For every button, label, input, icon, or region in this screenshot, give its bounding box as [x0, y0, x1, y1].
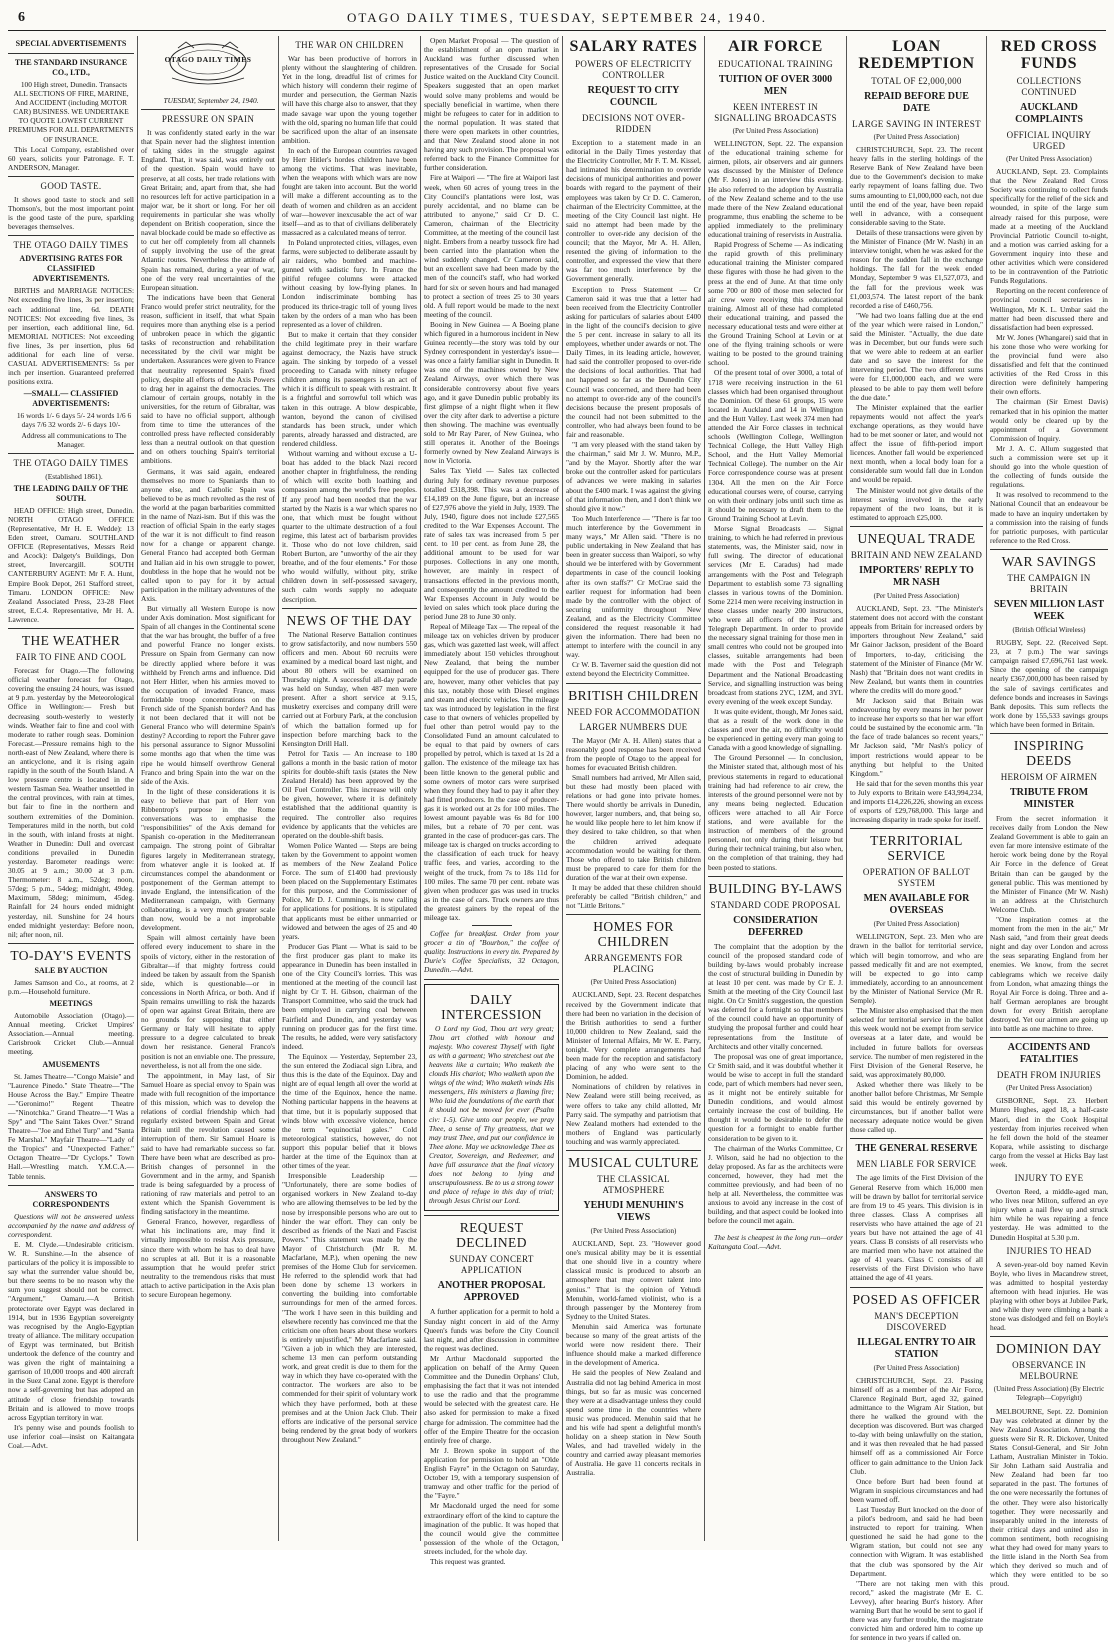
death-subheading: DEATH FROM INJURIES [996, 1070, 1102, 1081]
territorial-service-heading: TERRITORIAL SERVICE [870, 833, 963, 864]
reserve-subheading: MEN LIABLE FOR SERVICE [856, 1159, 977, 1170]
divider [282, 608, 417, 609]
divider [850, 526, 983, 527]
intercession-text: O Lord my God, Thou art very great; Thou art clothed with honour and majesty. Who coverest Thyself with light as with a garment; Who stretchest out the heavens like a curtain; Who maketh the clouds His chariot; Who walketh upon the wings of the wind; Who maketh winds His messengers, His ministers a flaming fire; Who laid the foundations of the earth that it should not be moved for ever (Psalm civ: 1-5). Give unto our people, we pray Thee, a sense of Thy greatness, that we may trust Thee, and put our confidence in Thee alone. May we acknowledge Thee as Creator, Sovereign, and Redeemer, and have full assurance that the final victory does not belong to lying and unscrupulousness. Be to us a strong tower and place of refuge in this day of trial; through Jesus Christ our Lord. [429, 1023, 554, 1206]
amusements-listing: St. James Theatre—"Congo Maisie" and "Laurence Pinedo." State Theatre—"The House Across the Bay." Empire Theatre—"Geronimo!" Regent Theatre—"Ninotchka." Grand Theatre—"I Was a Spy" and "The Saint Takes Over." Strand Theatre—"Joe and Ethel Turp" and "Santa Fe Marshal." Mayfair Theatre—"Lady of the Tropics" and "Unexpected Father." Octagon Theatre—"Dr Cyclops." Town Hall.—Wrestling match. Y.M.C.A.—Table tennis. [8, 1071, 134, 1181]
masthead [0, 8, 1114, 30]
daily-intercession-heading: DAILY INTERCESSION [441, 991, 542, 1022]
divider [8, 235, 134, 236]
article-paragraph: Overton Reed, a middle-aged man, who lives near Milton, suffered an eye injury when a nail flew up and struck him while he was repairing a fence yesterday. He was admitted to the Dunedin Hospital at 5.30 p.m. [990, 1187, 1108, 1242]
article-paragraph: The proposal was one of great importance, Cr Smith said, and it was doubtful whether it would be wise to accept in full the standard code, part of which members had never seen, as it might not be entirely suitable for Dunedin conditions, and would almost certainly increase the cost of building. He thought it would be desirable to defer the question for a fortnight to enable further consideration to be given to it. [708, 1051, 843, 1143]
head-subheading: INJURIES TO HEAD [1006, 1245, 1092, 1256]
article-paragraph: Morse Signal Broadcasts — Signal training, to which he had referred in previous statements, was, the Minister said, now in full swing. The director of educational services (Mr E. Caradus) had made arrangements with the Post and Telegraph Department to establish some 73 signalling classes in various towns of the Dominion. Some 2214 men were receiving instruction in these classes under nearly 200 instructors, who were all officers of the Post and Telegraph Department. In order to provide the necessary signal training for those men in small centres who could not be grouped into classes, suitable arrangements had been made with the Post and Telegraph Department and the National Broadcasting Service, and signalling instruction was being broadcast from stations 2YC, 1ZM, and 3YL every evening of the week except Sunday. [708, 524, 843, 706]
divider [141, 109, 275, 110]
bylaws-subheading-2: CONSIDERATION DEFERRED [733, 914, 818, 938]
red-cross-funds-heading: RED CROSS FUNDS [1000, 38, 1098, 72]
press-credit: (Per United Press Association) [873, 133, 960, 141]
loan-subheading-3: LARGE SAVING IN INTEREST [852, 119, 981, 129]
column-rule [846, 36, 847, 1541]
column-3 [282, 36, 417, 1541]
article-paragraph: RUGBY, Sept. 22. (Received Sept. 23, at 7 p.m.) The war savings campaign raised £7,696,761 last week. Since the opening of the campaign nearly £367,000,000 has been raised by the sale of savings certificates and defence bonds and increases in Savings Bank deposits. This sum reflects the work done by 155,533 savings groups which have been formed in Britain. [990, 638, 1108, 729]
bylaws-subheading-1: STANDARD CODE PROPOSAL [710, 899, 841, 910]
top-rule [8, 30, 1106, 31]
column-rule [562, 36, 563, 1541]
article-paragraph: This request was granted. [430, 1556, 506, 1566]
deeds-subheading-2: TRIBUTE FROM MINISTER [1009, 786, 1089, 810]
small-classified-rates: 16 words 1/- 6 days 5/- 24 words 1/6 6 days 7/6 32 words 2/- 6 days 10/- [16, 411, 132, 430]
news-item: Producer Gas Plant — What is said to be the first producer gas plant to make its appearance in Dunedin has been installed in one of the City Council's lorries. This was mentioned at the meeting of the council last night by Cr T. H. Gibson, chairman of the Transport Committee, who said the truck had been employed in carrying coal between Fairfield and Dunedin, and yesterday was running on producer gas for the first time. The results, he added, were very satisfactory indeed. [282, 941, 417, 1051]
article-paragraph: Cr W. B. Taverner said the question did not extend beyond the Electricity Committee. [566, 660, 701, 679]
article-paragraph: Menuhin said America was fortunate because so many of the great artists of the world were now resident there. Their influence should make a marked difference in the development of America. [566, 1321, 701, 1368]
insurance-advertisement: 100 High street, Dunedin. Transacts ALL SECTIONS OF FIRE, MARINE, And ACCIDENT (including MOTOR CAR) BUSINESS. WE UNDERTAKE TO QUOTE LOWEST CURRENT PREMIUMS FOR ALL DEPARTMENTS OF INSURANCE. [8, 80, 134, 144]
divider [424, 979, 559, 980]
leader-date: TUESDAY, September 24, 1940. [163, 96, 259, 105]
article-paragraph: The age limits of the First Division of the General Reserve from which 16,000 men will be drawn by ballot for territorial service are from 19 to 45 years. This division is in three classes. Class A comprises all reservists who have attained the age of 21 years but have not attained the age of 41 years. Class B consists of all reservists who are married men who have not attained the age of 41 years. Class C consists of all reservists of the First Division who have attained the age of 41 years. [850, 1173, 983, 1283]
article-paragraph: Nominations of children by relatives in New Zealand were still being received, as were offers to take any child allotted, Mr Parry said. The sympathy and patriotism that New Zealand mothers had extended to the mothers of England was particularly touching and was warmly appreciated. [566, 1082, 701, 1146]
short-rule [472, 925, 512, 926]
insurance-company-name: THE STANDARD INSURANCE CO., LTD., [14, 58, 128, 77]
article-paragraph: The chairman (Sir Ernest Davis) remarked that in his opinion the matter would only be cleared up by the appointment of a Government Commission of Inquiry. [990, 397, 1108, 443]
editorial-paragraph: In Poland unprotected cities, villages, even farms, were subjected to deliberate assault by air raiders, who bombed and machine-gunned with sadistic fury. In France the pitiful refugee columns were attacked without ceasing by low-flying planes. In London indiscriminate bombing has produced its thrice-tragic toll of young lives taken by the orders of a man who has been represented as a lover of children. [282, 237, 417, 329]
column-6 [708, 36, 843, 1541]
article-paragraph: It was resolved to recommend to the National Council that an endeavour be made to have an inquiry undertaken by a commission into the raising of funds for patriotic purposes, with particular reference to the Red Cross. [990, 490, 1108, 545]
news-item: Irresponsible Leadership — "Unfortunately, there are some bodies of organised workers in New Zealand to-day who are allowing themselves to be led by the nose by irresponsible persons who are out to hinder the war effort. They can only be described as friends of the Nazi and Fascist Powers." This statement was made by the Mayor of Christchurch (Mr R. M. Macfarlane, M.P.), when opening the new premises of the Home Club for servicemen. He referred to the splendid work that had been done by scheme 13 workers in converting the building into comfortable surroundings for men of the armed forces. "The work I have seen in this building and elsewhere recently has convinced me that the criticism one often hears about these workers is entirely unjustified," Mr Macfarlane said. "Given a job in which they are interested, scheme 13 men can perform outstanding work, and great credit is due to them for the way in which they have co-operated with the contractor. The workers are also to be commended for their spirit of voluntary work which they have performed, both at these premises and at the Union Jack Club. Their efforts are indicative of the personal service being rendered by the great body of workers throughout New Zealand." [282, 1171, 417, 1444]
editorial-paragraph: Germans, it was said again, endeared themselves no more to Spaniards than to anyone else, and Catholic Spain was believed to be as much revolted as the rest of the world at the pagan barbarities committed in the name of Nazi-ism. But if this was the reaction of official Spain in the early stages of the war it is not difficult to find reason now for a change or apparent change. General Franco had accepted both German and Italian aid in his own struggle to power, doubtless in the hope that he would not be called upon to pay for it by actual participation in the military adventures of the Axis. [141, 466, 275, 603]
article-paragraph: Reporting on the recent conference of provincial council secretaries in Wellington, Mr K. L. Umbar said the matter had been discussed there and dissatisfaction had been expressed. [990, 286, 1108, 332]
building-bylaws-heading: BUILDING BY-LAWS [708, 880, 843, 896]
press-credit: (Per United Press Association) [1006, 155, 1092, 163]
eye-subheading: INJURY TO EYE [1014, 1173, 1084, 1184]
coal-advertisement: The best is cheapest in the long run—order Kaitangata Coal.—Advt. [708, 1232, 843, 1251]
british-children-heading: BRITISH CHILDREN [568, 687, 699, 703]
leading-daily: THE LEADING DAILY OF THE SOUTH. [13, 483, 129, 503]
coal-advertisement: It's penny wise and pounds foolish to use inferior coal—insist on Kaitangata Coal.—Advt. [8, 1422, 134, 1450]
loan-subheading-2: REPAID BEFORE DUE DATE [864, 91, 969, 114]
news-item: The Equinox — Yesterday, September 23, the sun entered the Zodiacal sign Libra, and thus this is the date of the Equinox. Day and night are of equal length all over the world at the time of the Equinox, hence the name. Nothing particular happens in the heavens at that time, but it is popularly supposed that winds blow with excessive violence, hence the term "equinoctial gales." Cold meteorological statistics, however, do not support this popular belief that it blows harder at the time of the Equinox than at other times of the year. [282, 1051, 417, 1171]
answers-body: E. M. Clyde.—Undesirable criticism. W. R. Sunshine.—In the absence of particulars of the policy it is impossible to say what the surrender value should be, but there seems to be no reason why the sum you suggest should not be correct. "Argument," Oamaru.—A British protectorate over Egypt was declared in 1914, but in 1936 Egyptian sovereignty was recognised by the Anglo-Egyptian treaty of alliance. The military occupation of Egypt was terminated, but British undertook the defence of the country and was given the right of maintaining a garrison of 10,000 troops and 400 aircraft in the Suez Canal zone. Egypt is therefore now a self-governing but has adopted an attitude of close friendship towards Britain and is allowed to move troops across Egyptian territory in war. [8, 1239, 134, 1422]
article-paragraph: "I am very pleased with the stand taken by the chairman," said Mr J. W. Munro, M.P., "and by the Mayor. Shortly after the war broke out the controller asked for particulars of advances we were making in salaries about the £400 mark. I was against the giving of that information then, and I don't think we should give it now." [566, 440, 701, 513]
war-savings-heading: WAR SAVINGS [1001, 553, 1097, 569]
divider [8, 53, 134, 54]
war-on-children-heading: THE WAR ON CHILDREN [295, 40, 404, 50]
divider [566, 914, 701, 915]
article-paragraph: AUCKLAND, Sept. 23. Recent despatches received by the Government indicate that there had been no variation in the decision of the British authorities to send a further 10,000 children to New Zealand, said the Minister of Internal Affairs, Mr W. E. Parry, tonight. Very complete arrangements had been made for the reception and satisfactory placing of any who were sent to the Dominion, he added. [566, 990, 701, 1082]
article-paragraph: The Ground Personnel — In conclusion, the Minister stated that, although most of his previous statements in regard to educational training had had reference to air crew, the interests of the ground personnel were not by any means being neglected. Education officers were attached to all Air Force stations, and were available for the instruction of members of the ground personnel, not only during their leisure but during their technical training, but also when, on the completion of that training, they had been posted to stations. [708, 753, 843, 872]
air-subheading-3: KEEN INTEREST IN SIGNALLING BROADCASTS [714, 102, 837, 123]
good-taste-advertisement: It shows good taste to stock and sell Thomson's, but the most important point is the good taste of the pure, sparkling beverages themselves. [8, 194, 134, 232]
insurance-note: This Local Company, established over 60 years, solicits your Patronage. F. T. ANDERSON, Manager. [8, 144, 134, 172]
small-classified-heading: —SMALL— CLASSIFIED ADVERTISEMENTS: [23, 389, 119, 409]
divider [850, 1138, 983, 1139]
editorial-paragraph: Spain will almost certainly have been offered every inducement to share in the spoils of victory, either in the restoration of Gibraltar—if that mighty fortress could indeed be taken by assault from the Spanish side, which is questionable—or in concessions in North Africa, or both. And if Spain remains unwilling to risk the hazards of open war against Great Britain, there are no grounds for supposing that either Germany or Italy will hesitate to apply pressure to a degree calculated to break down her resistance. General Franco's position is not an enviable one. The pressure, nevertheless, is not all from the one side. [141, 933, 275, 1070]
column-rule [704, 36, 705, 1541]
divider [708, 876, 843, 877]
divider [990, 1336, 1108, 1337]
british-subheading-1: NEED FOR ACCOMMODATION [566, 706, 701, 717]
article-paragraph: Once before Burt had been found at Wigram in suspicious circumstances and had been warned off. [850, 1476, 983, 1504]
air-subheading-1: EDUCATIONAL TRAINING [718, 59, 833, 69]
short-rule [756, 1229, 796, 1230]
divider [990, 733, 1108, 734]
good-taste-heading: GOOD TASTE. [40, 180, 102, 191]
dominion-day-heading: DOMINION DAY [996, 1341, 1102, 1357]
article-paragraph: The Mayor (Mr A. H. Allen) states that a reasonably good response has been received from the people of Otago to the appeal for homes for evacuated British children. [566, 735, 701, 772]
editorial-paragraph: The appointment, in May last, of Sir Samuel Hoare as special envoy to Spain was made with full recognition of the importance of this mission, which was to develop the relations of cordial friendship which had regularly existed between Spain and Great Britain until the revolution caused some interruption of them. Sir Samuel Hoare is said to have had remarkable success so far. There have been what are described as pro-British changes of personnel in the Government and in the army, and Spanish trade is being safeguarded by a process of rationing of raw materials and petrol to an extent which the Spanish Government is finding satisfactory in the meantime. [141, 1070, 275, 1217]
article-paragraph: Mr W. Jones (Whangarei) said that in his zone those who were working for the provincial fund were also dissatisfied and felt that the continued activities of the Red Cross in this direction were definitely hampering their own efforts. [990, 332, 1108, 397]
address-note: Address all communications to The Manager. [21, 430, 127, 449]
answers-intro: Questions will not be answered unless accompanied by the name and address of correspondent. [8, 1211, 134, 1239]
press-credit: (Per United Press Association) [590, 1227, 677, 1235]
press-credit: (Per United Press Association) [873, 591, 960, 600]
press-credit: (United Press Association) (By Electric Telegraph—Copyright) [993, 1385, 1105, 1403]
article-paragraph: "We had two loans falling due at the end of the year which were raised in London," said the Minister. "Actually, the due date was in December, but our funds were such that we were able to redeem at an earlier date and so save the interest for the intervening period. The two different sums were for £1,000,000 each, and we were pleased to be able to pay them well before the due date." [850, 310, 983, 402]
article-paragraph: Exception to Press Statement — Cr Cameron said it was true that a letter had been received from the Electricity Controller asking for particulars of salaries about £400 in the light of the council's decision to give the 5 per cent. increase in salary to all its employees, whether under awards or not. The Daily Times, in its leading article, however, had said the controller proposed to over-ride the decisions of local authorities. That had not happened so far as the Dunedin City Council was concerned, and there had been no attempt to over-ride any of the council's decisions because the present proposals of the council had not been submitted to the controller, who had always been found to be fair and reasonable. [566, 284, 701, 439]
article-paragraph: The chairman of the Works Committee, Cr J. Wilson, said he had no objection to the delay proposed. As far as the architects were concerned, however, they had met the committee previously, and had been of no help at all. Nevertheless, the committee was anxious to avoid any increase in the cost of building, and that aspect could be looked into before the council met again. [708, 1143, 843, 1226]
press-credit: (Per United Press Association) [732, 127, 819, 135]
editorial-paragraph: General Franco, however, regardless of what his inclinations are, may find it virtually impossible to resist Axis pressure, since there with whom he has to deal have no scruples at all. But it is a reasonable assumption that he would prefer strict neutrality to the tremendous risks that must attach to active participation in the Axis plan to secure European hegemony. [141, 1217, 275, 1299]
territorial-subheading-1: OPERATION OF BALLOT SYSTEM [862, 867, 971, 889]
loan-subheading-1: TOTAL OF £2,000,000 [871, 76, 962, 86]
inspiring-deeds-heading: INSPIRING DEEDS [1013, 737, 1085, 768]
weather-report: Forecast for Otago.—The following official weather forecast for Otago, covering the ensuing 24 hours, was issued at 9 p.m. yesterday by the Meteorological Office in Wellington:— Fresh but decreasing south-westerly to westerly winds. Weather fair to fine and cool with moderate to rather rough seas. Dominion Forecast.—Pressure remains high to the north-east of New Zealand, where there is an anticyclone, and it is rising again rapidly in the south of the South Island. A low pressure centre is located in the western Tasman Sea. Weather unsettled in the central provinces, with rain at times, but fair to fine in the northern and southern extremities of the Dominion. Temperatures mild in the north, but cold in the south, with inland frosts at night. Weather in Dunedin: Dull and overcast conditions prevailed in Dunedin yesterday. Barometer readings were: 30.05 at 9 a.m.; 30.00 at 3 p.m. Thermometer: 8 a.m., 52deg; noon, 57deg; 5 p.m., 54deg; midnight, 49deg. Maximum, 58deg; minimum, 45deg. Rainfall for 24 hours ended midnight yesterday, nil. Sunshine for 24 hours ended midnight yesterday: Before noon, nil; after noon, nil. [8, 666, 134, 939]
article-paragraph: The Minister also emphasised that the men selected for territorial service in the ballot this week would not be exempt from service overseas at a later date, and would be included in future ballots for overseas service. The number of men registered in the First Division of the General Reserve, he said, was approximately 80,000. [850, 1006, 983, 1079]
press-credit: (Per United Press Association) [1006, 1084, 1092, 1093]
odt-heading-2: THE OTAGO DAILY TIMES [13, 457, 129, 468]
events-heading: TO-DAY'S EVENTS [10, 947, 132, 963]
article-paragraph: Mr Arthur Macdonald supported the application on behalf of the Army Queen Committee and the Dunedin Orphans' Club, emphasising the fact that it was not intended to use the radio and that the programme would be selected with the greatest care. He also asked for permission to make a fixed charge for admission. The committee had the offer of the Empire Theatre for the occasion entirely free of charge. [424, 1353, 559, 1445]
weather-heading: THE WEATHER [21, 633, 121, 649]
article-paragraph: The Minister explained that the earlier repayments would not affect the year's exchange operations, as they would have had to be met sooner or later, and would not affect the issue of fifth-period import licences. Another fall would be experienced next month, when a local body loan for a considerable sum would fall due in London and would be repaid. [850, 402, 983, 485]
divider [8, 453, 134, 454]
column-rule [137, 36, 138, 1541]
news-item: Women Police Wanted — Steps are being taken by the Government to appoint women as members of the New Zealand Police Force. The sum of £1400 had previously been placed on the Supplementary Estimates for this purpose, and the Commissioner of Police, Mr D. J. Cummings, is now calling for applications for positions. It is stipulated that applicants must be either unmarried or widowed and between the ages of 25 and 40 years. [282, 840, 417, 941]
editorial-paragraph: In each of the European countries ravaged by Herr Hitler's hordes children have been among the victims. That was inevitable, when the weapons with which wars are now fought are taken into account. But the world will make a different accounting as to the death of women and children as an accident of war—however inexcusable the act of war itself—and as to that of civilians deliberately massacred as a calculated means of terror. [282, 145, 417, 237]
weather-subheading: FAIR TO FINE AND COOL [15, 652, 127, 663]
editorial-paragraph: But to make it certain that they consider the child legitimate prey in their warfare against democracy, the Nazis have struck again. The sinking by torpedo of a vessel proceeding to Canada with ninety refugee children among its passengers is an act of which it is difficult to speak with restraint. It is a frightful and sorrowful toll which was taken in this outrage. A blow despicable, wanton, beyond the canon of civilised standards has been struck, under which parents, already harassed and distracted, are rendered childless. [282, 329, 417, 448]
advertising-rates-heading: ADVERTISING RATES FOR CLASSIFIED ADVERTISEMENTS. [19, 254, 123, 284]
logo-emblem [158, 38, 258, 92]
war-subheading-1: THE CAMPAIGN IN BRITAIN [1007, 572, 1091, 594]
article-paragraph: CHRISTCHURCH, Sept. 23. The recent heavy falls in the sterling holdings of the Reserve Bank of New Zealand have been due to the Government's decision to make early repayment of loans falling due. Two sums amounting to £1,000,000 each, not due until the end of the year, have been repaid well in advance, with a consequent considerable saving to the State. [850, 145, 983, 227]
column-7 [850, 36, 983, 1642]
divider [990, 549, 1108, 550]
divider [850, 828, 983, 829]
article-paragraph: Last Tuesday Burt knocked on the door of a pilot's bedroom, and said he had been instructed to report for training. When questioned he said he had gone to the Wigram station, but could not see any connection with Wigram. It was established that the club was sponsored by the Air Department. [850, 1504, 983, 1578]
article-paragraph: Asked whether there was likely to be another ballot before Christmas, Mr Semple said this would be entirely governed by circumstances, but if another ballot were necessary adequate notice would be given those called up. [850, 1079, 983, 1135]
column-2 [141, 36, 275, 1541]
answers-heading: ANSWERS TO CORRESPONDENTS [32, 1189, 110, 1209]
territorial-subheading-2: MEN AVAILABLE FOR OVERSEAS [863, 893, 970, 917]
trade-subheading-2: IMPORTERS' REPLY TO MR NASH [859, 564, 974, 588]
coffee-advertisement: Coffee for breakfast. Order from your grocer a tin of "Bourbon," the coffee of quality. Instructions in every tin. Prepared by Durie's Coffee Specialists, 32 Octagon, Dunedin.—Advt. [424, 929, 559, 975]
odt-heading: THE OTAGO DAILY TIMES [13, 240, 129, 251]
article-paragraph: A further application for a permit to hold a Sunday night concert in aid of the Army Queen's funds was before the City Council last night, and after discussion in committee the request was declined. [424, 1307, 559, 1353]
editorial-paragraph: It was confidently stated early in the war that Spain never had the slightest intention of taking sides in the struggle against England. That, it was said, was entirely out of the question. Spain would have to preserve, at all costs, her trade relations with Great Britain; and, apart from that, she had no resources left for active participation in a major war, be it short or long. For her oil requirements in particular she was wholly dependent on British cooperation, since the naval blockade could be made so effective as to cut her off completely from all channels of supply involving the use of the great Atlantic routes. Nevertheless the attitude of Spain has remained, during a year of war, one of the very real uncertainties of the European situation. [141, 128, 275, 292]
posed-subheading-1: MAN'S DECEPTION DISCOVERED [874, 1310, 959, 1332]
article-paragraph: Exception to a statement made in an editorial in the Daily Times yesterday that the Electricity Controller, Mr F. T. M. Kissel, had intimated his determination to override decisions of municipal authorities and power boards with regard to the payment of their employees was taken by Cr D. C. Cameron, chairman of the Electricity Committee, at the meeting of the City Council last night. He said no attempt had been made by the controller to over-ride any decision of the council; that the Mayor, Mr A. H. Allen, resented the giving of information to the controller, and expressed the view that there was far too much interference by the Government generally. [566, 138, 701, 284]
column-4 [424, 36, 559, 1566]
unequal-trade-heading: UNEQUAL TRADE [857, 530, 976, 546]
article-paragraph: Small numbers had arrived, Mr Allen said, but these had mostly been placed with relations or had gone into private homes. There would shortly be arrivals in Dunedin, however, larger numbers, and, that being so, he would like people here to let him know if they desired to take children, so that when the children arrived adequate accommodation would be waiting for them. Those who offered to take British children must be prepared to care for them for the duration of the war at their own expense. [566, 772, 701, 882]
auction-listing: James Samson and Co., at rooms, at 2 p.m.—Household furniture. [8, 977, 134, 996]
article-paragraph: WELLINGTON, Sept. 22. The expansion of the educational training scheme for airmen, pilots, air observers and air gunners was discussed by the Minister of Defence (Mr F. Jones) in an interview this evening. He also referred to the adoption by Australia of the New Zealand scheme and to the use made there of the New Zealand educational programme, thus enabling the scheme to be applied immediately to the preliminary educational training of reservists in Australia. [708, 139, 843, 240]
article-paragraph: The complaint that the adoption by the council of the proposed standard code of building by-laws would probably increase the cost of structural building in Dunedin by at least 10 per cent. was made by Cr E. J. Smith at the meeting of the City Council last night. On Cr Smith's suggestion, the question was deferred for a fortnight so that members of the council could have an opportunity of studying the proposal further and could hear representations from the Institute of Architects and other vitally concerned. [708, 941, 843, 1051]
divider [990, 1037, 1108, 1038]
article-paragraph: AUCKLAND, Sept. 23. "However good one's musical ability may be it is essential that one should live in a country where classical music is produced to absorb an atmosphere that may convert talent into genius." That is the opinion of Yehudi Menuhin, world-famed violinist, who is a through passenger by the Monterey from Sydney to the United States. [566, 1239, 701, 1321]
article-paragraph: MELBOURNE, Sept. 22. Dominion Day was celebrated at dinner by the New Zealand Association. Among the guests were Sir R. R. Dickover, United States Consul-General, and Sir John Latham, Australian Minister in Tokio. Sir John Latham said Australia and New Zealand had been far too separated in the past. The fortunes of the one were necessarily the fortunes of the other. They were also historically together. They were necessarily and inseparably united in the interests of their critical days and united also in common sentiment, both recognising what they had owed for many years to the little island in the North Sea from which they derived so much and of which they were entitled to be so proud. [990, 1406, 1108, 1589]
column-8 [990, 36, 1108, 1589]
news-of-the-day-heading: NEWS OF THE DAY [286, 612, 413, 628]
salary-rates-heading: SALARY RATES [569, 38, 698, 55]
daily-intercession-box [424, 984, 559, 1212]
request-subheading-2: ANOTHER PROPOSAL APPROVED [437, 1280, 546, 1304]
article-paragraph: It was quite evident, though, Mr Jones said, that as a result of the work done in the classes and over the air, no difficulty would be experienced in getting every man going to Canada with a good knowledge of signalling. [708, 706, 843, 753]
loan-redemption-heading: LOAN REDEMPTION [858, 38, 975, 72]
article-paragraph: CHRISTCHURCH, Sept. 23. Passing himself off as a member of the Air Force, Clarence Reginald Burt, aged 32, gained admittance to the Wigram Air Station, but there he walked the ground with the deception was discovered. Burt was charged to-day with being unlawfully on the station, and it was then revealed that he had passed himself off as a commissioned Air Force officer to gain admittance to the Union Jack Club. [850, 1375, 983, 1476]
column-1 [8, 36, 134, 1541]
homes-subheading: ARRANGEMENTS FOR PLACING [584, 953, 683, 975]
logo-lettering: OTAGO DAILY TIMES [164, 55, 252, 64]
article-paragraph: Mr Jackson said that Britain was endeavouring by every means in her power to increase her exports so that her war effort could be sustained by the economic arm. "In the face of trade balances so recent years," Mr Jackson said, "Mr Nash's policy of import restrictions would appear to be anything but helpful to the United Kingdom." [850, 695, 983, 778]
trade-subheading-1: BRITAIN AND NEW ZEALAND [850, 549, 983, 560]
newspaper-logo [158, 38, 258, 92]
divider [424, 1215, 559, 1216]
request-subheading: SUNDAY CONCERT APPLICATION [449, 1254, 534, 1276]
established-note: (Established 1861). [45, 471, 103, 481]
salary-subheading-3: DECISIONS NOT OVER-RIDDEN [581, 113, 686, 134]
accidents-heading: ACCIDENTS AND FATALITIES [1007, 1042, 1091, 1066]
salary-subheading-1: POWERS OF ELECTRICITY CONTROLLER [575, 59, 692, 80]
editorial-paragraph: In the light of these considerations it is easy to believe that part of Herr von Ribbentrop's purpose in the Rome conversations was to emphasise the "responsibilities" of the Axis demand for Spanish co-operation in the Mediterranean campaign. The strong point of Gibraltar figures largely in Mediterranean strategy, from whatever angle it is looked at. If circumstances compel the abandonment or postponement of the German attempt to invade England, the intensification of the Mediterranean campaign, with Germany collaborating, is a very much greater scale than now, would be a not improbable development. [141, 786, 275, 933]
divider [8, 176, 134, 177]
column-rule [278, 36, 279, 1541]
press-credit: (British Official Wireless) [1012, 625, 1086, 634]
red-subheading-3: OFFICIAL INQUIRY URGED [1006, 130, 1092, 151]
article-paragraph: "One inspiration comes at the moment from the men in the air," Mr Nash said, "and from their great deeds night and day over London and across the seas separating England from her enemies. We know, from the secret cablegrams which we receive daily from London, what amazing things the Royal Air Force is doing. Three and a-half German aeroplanes are brought down for every British aeroplane destroyed. Yet our airmen are going up into battle as one machine to three. [990, 915, 1108, 1034]
musical-subheading-1: THE CLASSICAL ATMOSPHERE [597, 1174, 670, 1195]
amusements-heading: AMUSEMENTS [42, 1059, 100, 1069]
press-credit: (Per United Press Association) [873, 920, 960, 929]
request-declined-heading: REQUEST DECLINED [456, 1220, 527, 1251]
advertising-rates: BIRTHS and MARRIAGE NOTICES: Not exceeding five lines, 3s per insertion; each additional line, 6d. DEATH NOTICES: Not exceeding five lines, 3s per insertion, each additional line, 6d. MEMORIAL NOTICES: Not exceeding five lines, 3s per insertion, plus 6d additional for each line of verse. CASUAL ADVERTISEMENTS: 5s per inch per insertion. Guaranteed preferred positions extra. [8, 286, 134, 387]
air-force-heading: AIR FORCE [728, 38, 823, 55]
divider [8, 943, 134, 944]
war-subheading-2: SEVEN MILLION LAST WEEK [993, 598, 1105, 622]
auction-heading: SALE BY AUCTION [34, 965, 108, 975]
article-paragraph: Rapid Progress of Scheme — As indicating the rapid growth of this preliminary educational training the Minister compared these figures with those he had given to the press at the end of June. At that time only some 700 or 800 of those men selected for air crew were receiving this educational training. Almost all of these had completed their educational training, and passed the necessary educational tests and were either at the Ground Training School at Levin or at one of the flying training schools or were waiting to be posted to the ground training school. [708, 240, 843, 368]
news-item: Booing in New Guinea — A Boeing plane which figured in a humorous incident in New Guinea recently—the story was told by our Sydney correspondent in yesterday's issue—was once a fairly familiar sight in Dunedin. It was one of the machines owned by New Zealand Airways, over which there was considerable controversy about five years ago, and it gave Dunedin public probably its first glimpse of a night flight when it flew over the city after dark to advertise a picture then showing. The machine was eventually sold to Mr Ray Parer, of New Guinea, who still operates it. Another of the Boeings formerly owned by New Zealand Airways is now in Victoria. [424, 319, 559, 466]
divider [8, 628, 134, 629]
article-paragraph: Mr J. Brown spoke in support of the application for permission to hold an "Olde English Fayre" in the Octagon on Saturday, October 19, with a temporary suspension of tramway and other traffic for the period of the "Fayre." [424, 1445, 559, 1501]
masthead-title: OTAGO DAILY TIMES, TUESDAY, SEPTEMBER 24, 1940. [346, 10, 768, 25]
salary-subheading-2: REQUEST TO CITY COUNCIL [587, 85, 680, 108]
column-rule [986, 36, 987, 1541]
divider [566, 1150, 701, 1151]
dominion-subheading: OBSERVANCE IN MELBOURNE [1012, 1360, 1086, 1382]
divider [850, 1287, 983, 1288]
article-paragraph: Mr Macdonald urged the need for some extraordinary effort of the kind to capture the imagination of the public. It was hoped that the council would give the committee possession of the whole of the Octagon, streets included, for the whole day. [424, 1501, 559, 1556]
column-rule [420, 36, 421, 1541]
article-paragraph: It may be added that these children should preferably be called "British children," and not "Little Britons." [566, 883, 701, 911]
article-paragraph: GISBORNE, Sept. 23. Herbert Munro Hughes, aged 18, a half-caste Maori, died in the Cook Hospital yesterday from injuries received when he fell down the hold of the steamer Kopara, while assisting to discharge cargo from the vessel at Hicks Bay last week. [990, 1096, 1108, 1169]
article-paragraph: Mr J. A. C. Allum suggested that such a commission were set up it should go into the whole question of the collecting of funds outside the regulations. [990, 443, 1108, 490]
homes-for-children-heading: HOMES FOR CHILDREN [593, 919, 674, 950]
musical-subheading-2: YEHUDI MENUHIN'S VIEWS [583, 1200, 684, 1223]
article-paragraph: Too Much Interference — "There is far too much interference by the Government in many ways," Mr Allen said. "There is no public undertaking in New Zealand that has been in greater success than Waipori, so why should we be interfered with by Government departments in case of the council looking after its own staffs?" Cr McCrae said the earlier request for information had been made by the controller with the object of securing uniformity throughout New Zealand, and as the Electricity Committee considered the request reasonable it had given the information. There had been no attempt to interfere with the council in any way. [566, 513, 701, 660]
article-paragraph: From the secret information it receives daily from London the New Zealand Government is able to gain an even far more intensive estimate of the heroic work being done by the Royal Air Force in the defence of Great Britain than can be gauged by the general public. This was mentioned by the Minister of Finance (Mr W. Nash) in an address at the Christchurch Welcome Club. [990, 813, 1108, 914]
editorial-paragraph: War has been productive of horrors in plenty without the slaughtering of children. Yet in the long, dreadful list of crimes for which history will condemn their regime of murder and persecution, the German Nazis will have this charge also to answer, that they made savage war upon the young together with the old, sparing no human life that could be sacrificed upon the altar of an insensate ambition. [282, 54, 417, 145]
column-5 [566, 36, 701, 1541]
news-item: The National Reserve Battalion continues to grow satisfactorily, and now numbers 550 officers and men. About 60 recruits were examined by a medical board last night, and about 80 others will be examined on Thursday night. A successful all-day parade was held on Sunday, when 487 men were present. After a short service at 9.15, musketry exercises and company drill were carried out at Forbury Park, at the conclusion of which the battalion formed up for inspection before marching back to the Kensington Drill Hall. [282, 629, 417, 748]
press-credit: (Per United Press Association) [873, 1363, 960, 1372]
article-paragraph: WELLINGTON, Sept. 23. Men who are drawn in the ballot for territorial service, which will begin tomorrow, and who are passed medically fit and are not exempted, will be expected to go into camp immediately, according to an announcement by the Minister of National Service (Mr R. Semple). [850, 932, 983, 1006]
divider [566, 683, 701, 684]
red-subheading-1: COLLECTIONS CONTINUED [1016, 76, 1082, 97]
editorial-paragraph: Without warning and without excuse a U-boat has added to the black Nazi record another chapter in frightfulness, the rending of which will excite both loathing and compassion among the world's free peoples. If any proof had been needed that the war started by the Nazis is a war which spares no one, that which must be fought without quarter to the ultimate destruction of a foul regime, this latest act of barbarism provides it. Those who do not love children, said Robert Burton, are "unworthy of the air they breathe, and of the four elements." For those who would wilfully, without pity, strike children down in self-possessed savagery, such calm words supply no adequate description. [282, 449, 417, 604]
article-paragraph: Details of these transactions were given by the Minister of Finance (Mr W. Nash) in an interview tonight, when he was asked for the reason for the sudden fall in the exchange holdings. The fall for the week ended Monday, September 9 was £1,527,073, and the fall for the previous week was £1,003,574. The latest report of the bank recorded a rise of £460,756. [850, 227, 983, 310]
posed-as-officer-heading: POSED AS OFFICER [852, 1291, 981, 1307]
musical-culture-heading: MUSICAL CULTURE [568, 1155, 699, 1170]
special-advertisements-heading: SPECIAL ADVERTISEMENTS [15, 39, 127, 48]
article-paragraph: The Minister would not give details of the interest saving involved in the early repayment of the two loans, but it is estimated to approach £25,000. [850, 485, 983, 522]
news-item: Open Market Proposal — The question of the establishment of an open market in Auckland was further discussed when representatives of the Crusade for Social Justice waited on the Auckland City Council. Speakers suggested that an open market would solve many problems and would be specially beneficial in wartime, when there might be refugees to cater for in addition to the normal population. It was stated that there were open markets in other countries, and that New Zealand stood alone in not having any such provision. The proposal was referred back to the Finance Committee for further consideration. [424, 36, 559, 173]
news-item: Sales Tax Yield — Sales tax collected during July for ordinary revenue purposes totalled £318,398. This was a decrease of £14,189 on the June figure, but an increase of £27,976 above the yield in July, 1939. The July, 1940, figure does not include £27,565 credited to the War Expenses Account. The rate of sales tax was increased from 5 per cent. to 10 per cent. as from June 28, the additional amount to be used for war purposes. Collections in any one month, however, are mainly in respect of transactions effected in the previous month, and consequently the amount credited to the War Expenses Account in July would be levied on sales which took place during the period June 28 to June 30 only. [424, 466, 559, 621]
article-paragraph: AUCKLAND, Sept. 23. "The Minister's statement does not accord with the constant appeals from Britain for increased orders by importers throughout New Zealand," said Mr Gainor Jackson, president of the Board of Importers, to-day, criticising the statement of the Minister of Finance (Mr W. Nash) that "Britain does not want credits in New Zealand, but wants them in countries where the credits will do more good." [850, 604, 983, 695]
office-addresses: HEAD OFFICE: High street, Dunedin. NORTH OTAGO OFFICE (Representative, Mr H. E. Wedde): 13 Eden street, Oamaru. SOUTHLAND OFFICE (Representatives, Messrs Reid and Acock): Dalgety's Buildings, Don street, Invercargill. SOUTH CANTERBURY AGENT: Mr F. A. Hunt, Empire Book Depot, 261 Stafford street, Timaru. LONDON OFFICE: New Zealand Associated Press, 23-28 Fleet street, E.C.4. Representative, Mr H. A. Lawrence. [8, 505, 134, 624]
posed-subheading-2: ILLEGAL ENTRY TO AIR STATION [857, 1336, 976, 1360]
deeds-subheading-1: HEROISM OF AIRMEN [1000, 771, 1098, 782]
article-paragraph: AUCKLAND, Sept. 23. Complaints that the New Zealand Red Cross Society was continuing to collect funds specifically for the relief of the sick and wounded, in spite of the large sum already raised for this purpose, were made at a meeting of the Auckland Provincial Patriotic Council to-night, and a motion was carried asking for a Government inquiry into these and other activities which were considered to be in contravention of the Patriotic Funds Regulations. [990, 167, 1108, 286]
article-paragraph: He said the peoples of New Zealand and Australia did not lag behind America in most things, but so far as music was concerned they were at a disadvantage unless they could spend some time in the countries where music was produced. Menuhin said that he and his wife had spent a delightful month's holiday on a sheep station in New South Wales, and had travelled widely in the country and carried away pleasant memories of Australia. He gave 11 concerts recitals in Australia. [566, 1368, 701, 1478]
divider [8, 1185, 134, 1186]
editorial-paragraph: The indications have been that General Franco would prefer strict neutrality, for the reason, sufficient in itself, that what Spain requires more than anything else is a period of unbroken peace in which the gigantic tasks of reconstruction and rehabilitation necessitated by the civil war might be undertaken. Assurances were given to France that neutrality represented Spain's fixed policy, despite all efforts of the Axis Powers to drag her in against the democracies. The clamour of certain groups, notably in the universities, for the return of Gibraltar, was said to have no official support, although from time to time the utterances of the controlled press have reflected considerably less than a neutral outlook on that question and on others touching Spain's territorial ambitions. [141, 292, 275, 466]
news-item: Repeal of Mileage Tax — The repeal of the mileage tax on vehicles driven by producer gas, which was gazetted last week, will affect immediately about 150 vehicles throughout New Zealand, that being the number equipped for the use of producer gas. There are, however, many other vehicles that pay this tax, notably those with Diesel engines and steam and electric vehicles. The mileage tax was introduced by legislation in the first case to that owners of vehicles propelled by fuel other than petrol would pay to the Consolidated Fund an amount calculated to be equal to that paid by owners of cars propelled by petrol, which is taxed at 1s 2d a gallon. The existence of the mileage tax has been little known to the general public and some owners of motor cars were surprised when they found they had to pay it after they had fitted producers. In the case of producer-gas it is worked out at 2s for 100 miles. The lowest amount payable was 6s 8d for 100 miles, but a rebate of 70 per cent. was granted in the case of producer-gas cars. The mileage tax is charged on trucks according to the classification of each truck for heavy traffic fees, and varies, according to the weight of the truck, from 7s to 18s 11d for 100 miles. The same 70 per cent. rebate was given when producer gas was used in trucks as in the case of cars. Truck owners are thus the greatest gainers by the repeal of the mileage tax. [424, 622, 559, 922]
red-subheading-2: AUCKLAND COMPLAINTS [1015, 102, 1083, 125]
article-paragraph: A seven-year-old boy named Kevin Boyle, who lives in Macandrew street, was admitted to hospital yesterday afternoon with head injuries. He was playing with other boys at Jubilee Park, and while they were climbing a bank a stone was dislodged and fell on Boyle's head. [990, 1259, 1108, 1333]
editorial-paragraph: But virtually all Western Europe is now under Axis domination. Most significant for Spain of all changes in the Continental scene that the war has brought, the buffer of a free and powerful France no longer exists. Pressure on Spain from Germany can now be directly applied where before it was withheld by French arms and influence. Did not Herr Hitler, when his armies moved to the occupation of invaded France, mass formidable troop concentrations on the French side of the Spanish border? And has it not been declared that it will not be General Franco who will determine Spain's destiny? According to report the Fuhrer gave his personal assurance to Signor Mussolini some months ago that when the time was ripe he would himself overthrow General Franco and bring Spain into the war on the side of the Axis. [141, 603, 275, 786]
british-subheading-2: LARGER NUMBERS DUE [579, 721, 688, 732]
pressure-on-spain-heading: PRESSURE ON SPAIN [161, 114, 255, 125]
meetings-listing: Automobile Association (Otago).—Annual meeting. Cricket Umpires' Association.—Annual meeting. Carisbrook Cricket Club.—Annual meeting. [8, 1011, 134, 1057]
press-credit: (Per United Press Association) [590, 978, 677, 987]
article-paragraph: "There are not taking men with this record," asked the magistrate (Mr E. C. Levvey), after hearing Burt's history. After warning Burt that he would be sent to gaol if there was any further trouble, the magistrate convicted him and ordered him to come up for sentence in two years if called on. [850, 1578, 983, 1642]
article-paragraph: He said that for the seven months this year to July exports to Britain were £43,994,234, and imports £14,226,226, showing an excess of exports of £29,768,000. This large and increasing disparity in trade spoke for itself. [850, 778, 983, 825]
meetings-heading: MEETINGS [49, 999, 93, 1009]
page-number: 6 [18, 10, 25, 25]
news-item: Petrol for Taxis — An increase to 180 gallons a month in the basic ration of motor spirits for double-shift taxis (states the New Zealand Herald) has been approved by the Oil Fuel Controller. This increase will only be given, however, where it is definitely established that the additional quantity is required. The controller also requires evidence by applicants that the vehicles are operated on the double-shift basis. [282, 748, 417, 840]
article-paragraph: Of the present total of over 3000, a total of 1718 were receiving instruction in the 61 classes which had been organised throughout the Dominion. Of these 61 groups, 15 were located in Auckland and 14 in Wellington and the Hutt Valley. Last week 374 men had attended the Air Force classes in technical schools (Wellington College, Wellington Technical College, the Hutt Valley High School, and the Hutt Valley Memorial Technical College). The number on the Air Force correspondence course was at present 1304. All the men on the Air Force educational courses were, of course, carrying on with their ordinary jobs until such time as it should be necessary to draft them to the Ground Training School at Levin. [708, 368, 843, 523]
general-reserve-heading: THE GENERAL RESERVE [855, 1143, 978, 1155]
air-subheading-2: TUITION OF OVER 3000 MEN [718, 74, 833, 97]
news-item: Fire at Waipori — "The fire at Waipori last week, when 60 acres of young trees in the City Council's plantations were lost, was purely accidental, and no blame can be attributed to anyone," said Cr D. C. Cameron, chairman of the Electricity Committee, at the meeting of the council last night. Embers from a nearby tussock fire had been carried into the plantation when the wind suddenly changed. Cr Cameron said, but an excellent save had been made by the men of the council's staff, who had worked hard for six or seven hours and had managed to protect a section of trees 25 to 30 years old. A full report would be made to the next meeting of the council. [424, 173, 559, 319]
